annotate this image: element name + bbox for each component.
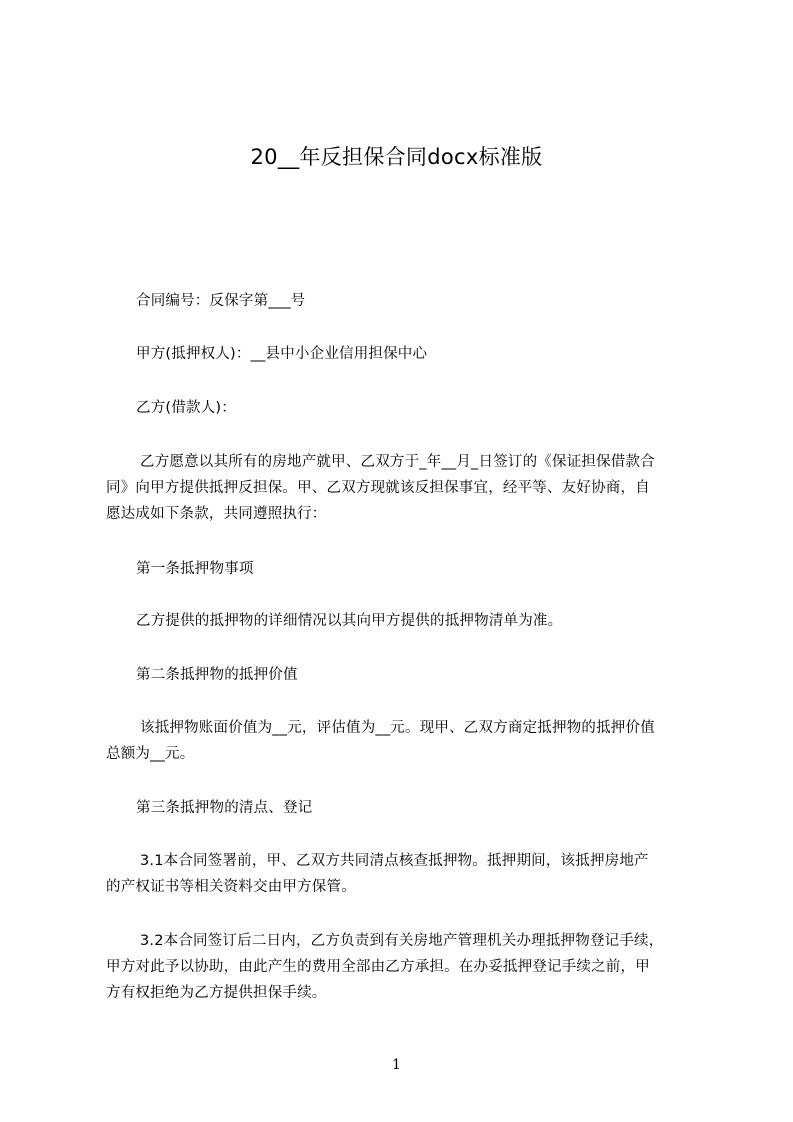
clause-3-1-line: 的产权证书等相关资料交由甲方保管。 [106,879,356,895]
article-2-body [106,715,702,767]
party-b: 乙方(借款人)： [136,400,236,416]
clause-3-2 [106,928,702,1006]
article-1-heading: 第一条抵押物事项 [136,561,254,577]
intro-line: 愿达成如下条款，共同遵照执行： [106,506,327,522]
intro-paragraph [106,449,702,527]
clause-3-1 [106,848,702,900]
document-title: 20__年反担保合同docx标准版 [250,145,543,169]
contract-number: 合同编号：反保字第___号 [136,293,306,309]
article-2-line: 该抵押物账面价值为__元，评估值为__元。现甲、乙双方商定抵押物的抵押价值 [140,720,655,736]
clause-3-1-line: 3.1本合同签署前，甲、乙双方共同清点核查抵押物。抵押期间，该抵押房地产 [140,853,649,869]
article-1-body: 乙方提供的抵押物的详细情况以其向甲方提供的抵押物清单为准。 [136,613,563,629]
article-2-line: 总额为__元。 [106,746,195,762]
clause-3-2-line: 甲方对此予以协助，由此产生的费用全部由乙方承担。在办妥抵押登记手续之前，甲 [106,959,650,975]
party-a: 甲方(抵押权人)：__县中小企业信用担保中心 [136,346,428,362]
article-2-heading: 第二条抵押物的抵押价值 [136,667,298,683]
article-3-heading: 第三条抵押物的清点、登记 [136,800,313,816]
clause-3-2-line: 3.2本合同签订后二日内，乙方负责到有关房地产管理机关办理抵押物登记手续， [140,933,664,949]
clause-3-2-line: 方有权拒绝为乙方提供担保手续。 [106,985,327,1001]
intro-line: 同》向甲方提供抵押反担保。甲、乙双方现就该反担保事宜，经平等、友好协商，自 [106,480,650,496]
intro-line: 乙方愿意以其所有的房地产就甲、乙双方于_年__月_日签订的《保证担保借款合 [140,454,655,470]
page-number: 1 [392,1057,401,1073]
